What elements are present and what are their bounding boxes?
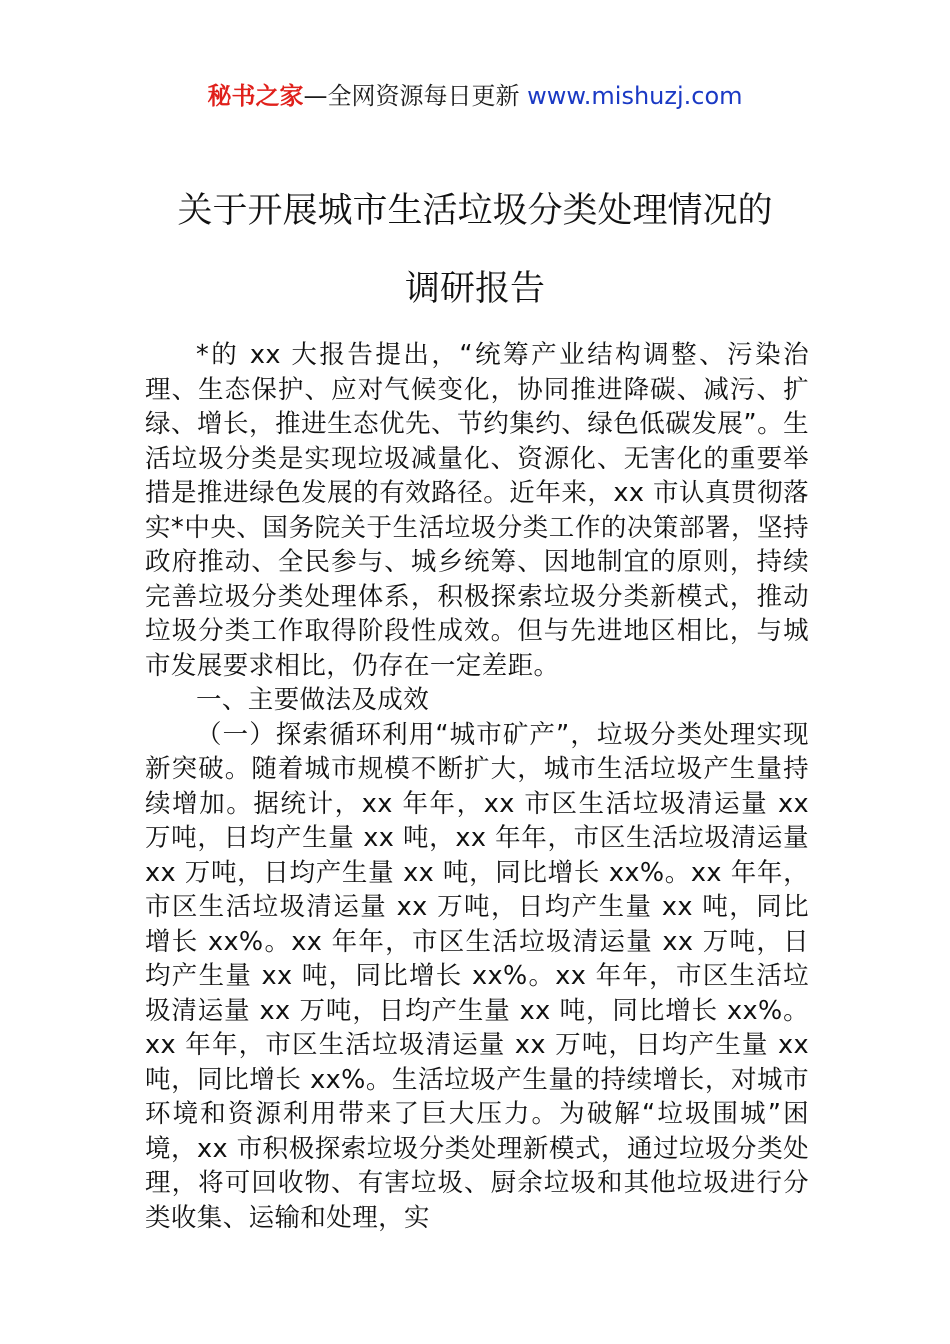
document-body	[145, 338, 809, 1235]
section-heading: 一、主要做法及成效	[196, 685, 430, 715]
subsection-paragraph: （一）探索循环利用“城市矿产”，垃圾分类处理实现新突破。随着城市规模不断扩大，城市生活垃圾产生量持续增加。据统计，xx 年年，xx 市区生活垃圾清运量 xx 万吨，日均产生量 xx 吨，xx 年年，市区生活垃圾清运量 xx 万吨，日均产生量 xx 吨，同比增长 xx%。xx 年年，市区生活垃圾清运量 xx 万吨，日均产生量 xx 吨，同比增长 xx%。xx 年年，市区生活垃圾清运量 xx 万吨，日均产生量 xx 吨，同比增长 xx%。xx 年年，市区生活垃圾清运量 xx 万吨，日均产生量 xx 吨，同比增长 xx%。xx 年年，市区生活垃圾清运量 xx 万吨，日均产生量 xx 吨，同比增长 xx%。生活垃圾产生量的持续增长，对城市环境和资源利用带来了巨大压力。为破解“垃圾围城”困境，xx 市积极探索垃圾分类处理新模式，通过垃圾分类处理，将可回收物、有害垃圾、厨余垃圾和其他垃圾进行分类收集、运输和处理，实	[145, 719, 809, 1233]
site-url-link[interactable]: www.mishuzj.com	[527, 82, 743, 110]
intro-paragraph: *的 xx 大报告提出，“统筹产业结构调整、污染治理、生态保护、应对气候变化，协同推进降碳、减污、扩绿、增长，推进生态优先、节约集约、绿色低碳发展”。生活垃圾分类是实现垃圾减量化、资源化、无害化的重要举措是推进绿色发展的有效路径。近年来，xx 市认真贯彻落实*中央、国务院关于生活垃圾分类工作的决策部署，坚持政府推动、全民参与、城乡统筹、因地制宜的原则，持续完善垃圾分类处理体系，积极探索垃圾分类新模式，推动垃圾分类工作取得阶段性成效。但与先进地区相比，与城市发展要求相比，仍存在一定差距。	[145, 340, 809, 681]
site-tagline: —全网资源每日更新	[303, 82, 528, 110]
title-line-2: 调研报告	[404, 269, 545, 309]
site-header	[0, 78, 950, 114]
site-brand: 秘书之家	[207, 82, 304, 110]
title-line-1: 关于开展城市生活垃圾分类处理情况的	[177, 191, 773, 231]
document-title	[0, 172, 950, 328]
